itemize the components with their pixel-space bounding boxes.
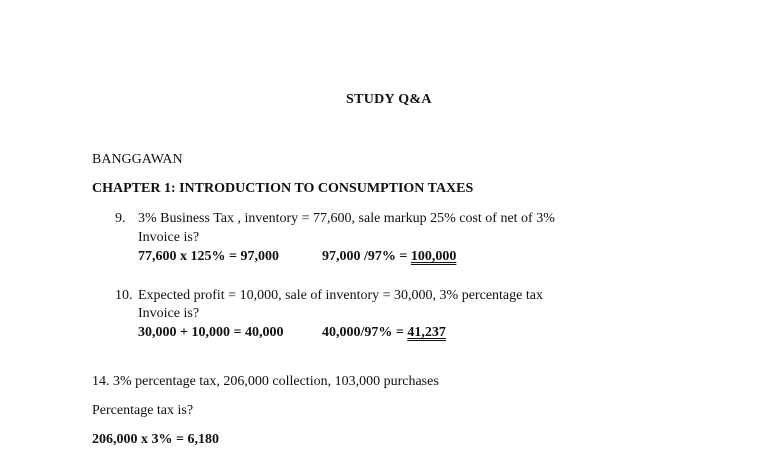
question-prompt: Invoice is? — [138, 306, 200, 321]
final-answer: 41,237 — [407, 325, 446, 340]
calculation-prefix: 40,000/97% = — [322, 325, 408, 340]
final-answer: 100,000 — [410, 249, 457, 264]
calculation-step: 77,600 x 125% = 97,000 — [138, 249, 279, 264]
item-number: 9. — [115, 211, 126, 226]
question-prompt: Percentage tax is? — [92, 403, 194, 418]
question-text: Expected profit = 10,000, sale of inventory = 30,000, 3% percentage tax — [138, 288, 543, 303]
calculation-step: 30,000 + 10,000 = 40,000 — [138, 325, 284, 340]
calculation-result — [322, 248, 456, 266]
calculation-step: 206,000 x 3% = 6,180 — [92, 432, 219, 447]
document-title: STUDY Q&A — [346, 92, 432, 107]
chapter-heading: CHAPTER 1: INTRODUCTION TO CONSUMPTION TAXES — [92, 181, 474, 196]
calculation-result — [322, 324, 446, 342]
question-text: 14. 3% percentage tax, 206,000 collection, 103,000 purchases — [92, 374, 439, 389]
item-number: 10. — [115, 288, 133, 303]
question-prompt: Invoice is? — [138, 230, 200, 245]
calculation-prefix: 97,000 /97% = — [322, 249, 411, 264]
author-name: BANGGAWAN — [92, 152, 183, 167]
question-text: 3% Business Tax , inventory = 77,600, sale markup 25% cost of net of 3% — [138, 211, 555, 226]
